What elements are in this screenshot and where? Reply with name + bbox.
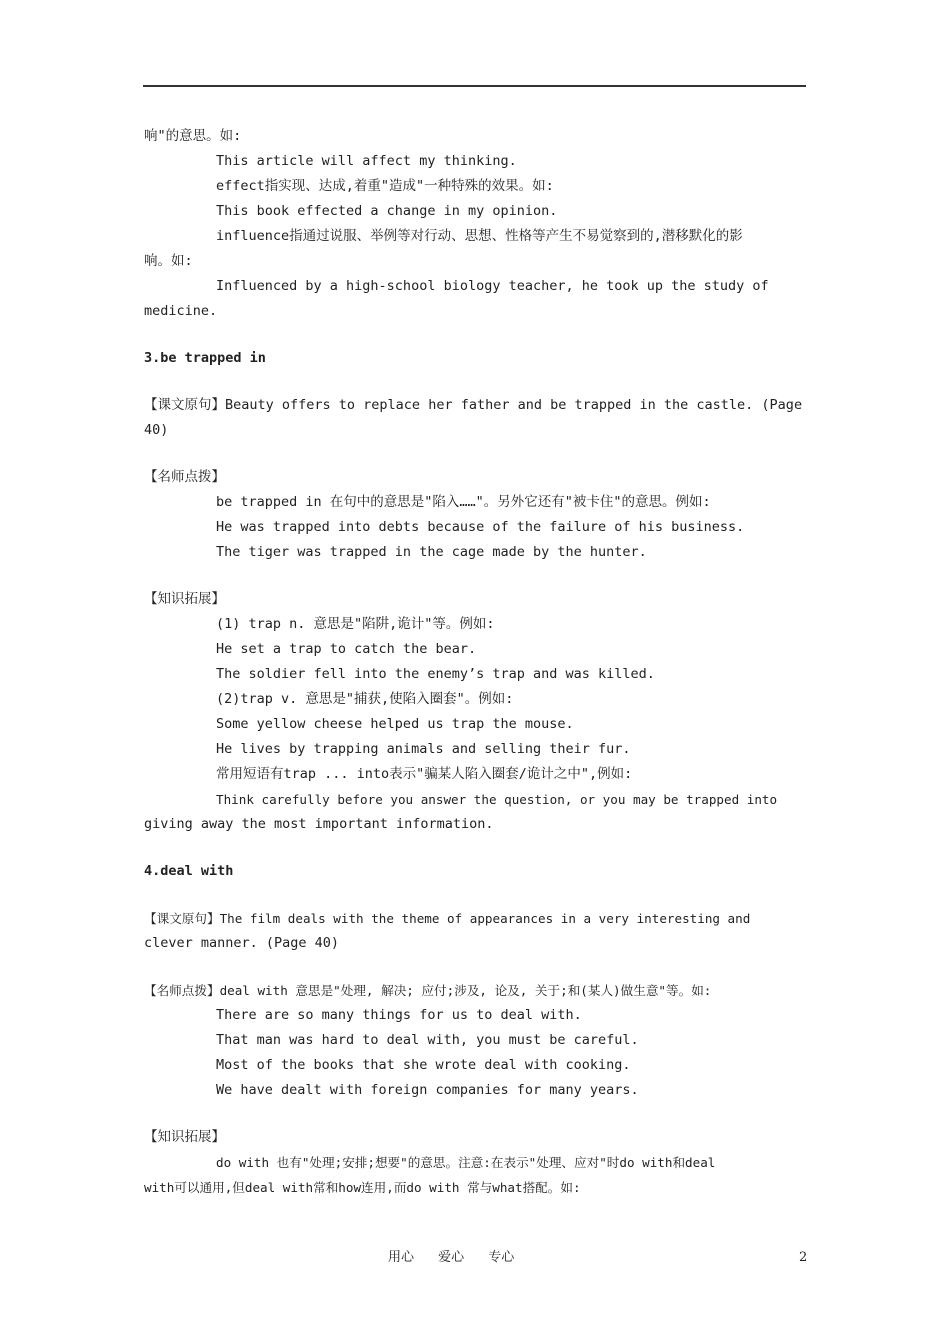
example-sentence: There are so many things for us to deal with. [216,1007,582,1023]
text-line: influence指通过说服、举例等对行动、思想、性格等产生不易觉察到的,潜移默化的影 [216,228,743,244]
page-number: 2 [799,1250,808,1265]
text-line: 常用短语有trap ... into表示"骗某人陷入圈套/诡计之中",例如: [216,766,633,782]
example-sentence: Influenced by a high-school biology teacher, he took up the study of [216,278,769,294]
example-sentence: Some yellow cheese helped us trap the mouse. [216,716,574,732]
example-sentence: The soldier fell into the enemy’s trap and was killed. [216,666,655,682]
example-sentence: This article will affect my thinking. [216,153,517,169]
example-sentence: He was trapped into debts because of the failure of his business. [216,519,745,535]
page-footer [0,1246,950,1270]
example-sentence: The tiger was trapped in the cage made by the hunter. [216,544,647,560]
text-line: 【名师点拨】deal with 意思是"处理, 解决; 应付;涉及, 论及, 关于;和(某人)做生意"等。如: [144,983,712,998]
original-sentence: 【课文原句】The film deals with the theme of appearances in a very interesting and [144,911,751,926]
text-line: do with 也有"处理;安排;想要"的意思。注意:在表示"处理、应对"时do with和deal [216,1155,716,1170]
subsection-label: 【知识拓展】 [144,1129,225,1145]
example-sentence: We have dealt with foreign companies for many years. [216,1082,639,1098]
example-sentence: Think carefully before you answer the question, or you may be trapped into [216,792,778,807]
subsection-label: 【知识拓展】 [144,591,225,607]
text-line: (2)trap v. 意思是"捕获,使陷入圈套"。例如: [216,691,514,707]
text-line: 响"的意思。如: [144,128,242,144]
section-heading: 3.be trapped in [144,350,266,366]
example-sentence: medicine. [144,303,218,319]
example-sentence: He set a trap to catch the bear. [216,641,477,657]
subsection-label: 【名师点拨】 [144,469,225,485]
original-sentence: clever manner. (Page 40) [144,935,340,951]
section-heading: 4.deal with [144,863,234,879]
example-sentence: That man was hard to deal with, you must be careful. [216,1032,639,1048]
original-sentence: 40) [144,422,169,438]
header-rule [143,85,806,87]
footer-text: 用心 爱心 专心 [388,1250,515,1265]
original-sentence: 【课文原句】Beauty offers to replace her father and be trapped in the castle. (Page [144,397,803,413]
text-line: with可以通用,但deal with常和how连用,而do with 常与what搭配。如: [144,1180,581,1195]
text-line: (1) trap n. 意思是"陷阱,诡计"等。例如: [216,616,495,632]
document-body [144,124,806,1200]
example-sentence: Most of the books that she wrote deal with cooking. [216,1057,631,1073]
text-line: 响。如: [144,253,193,269]
example-sentence: This book effected a change in my opinion. [216,203,558,219]
example-sentence: He lives by trapping animals and selling their fur. [216,741,631,757]
text-line: be trapped in 在句中的意思是"陷入……"。另外它还有"被卡住"的意思。例如: [216,494,711,510]
text-line: effect指实现、达成,着重"造成"一种特殊的效果。如: [216,178,554,194]
example-sentence: giving away the most important information. [144,816,494,832]
